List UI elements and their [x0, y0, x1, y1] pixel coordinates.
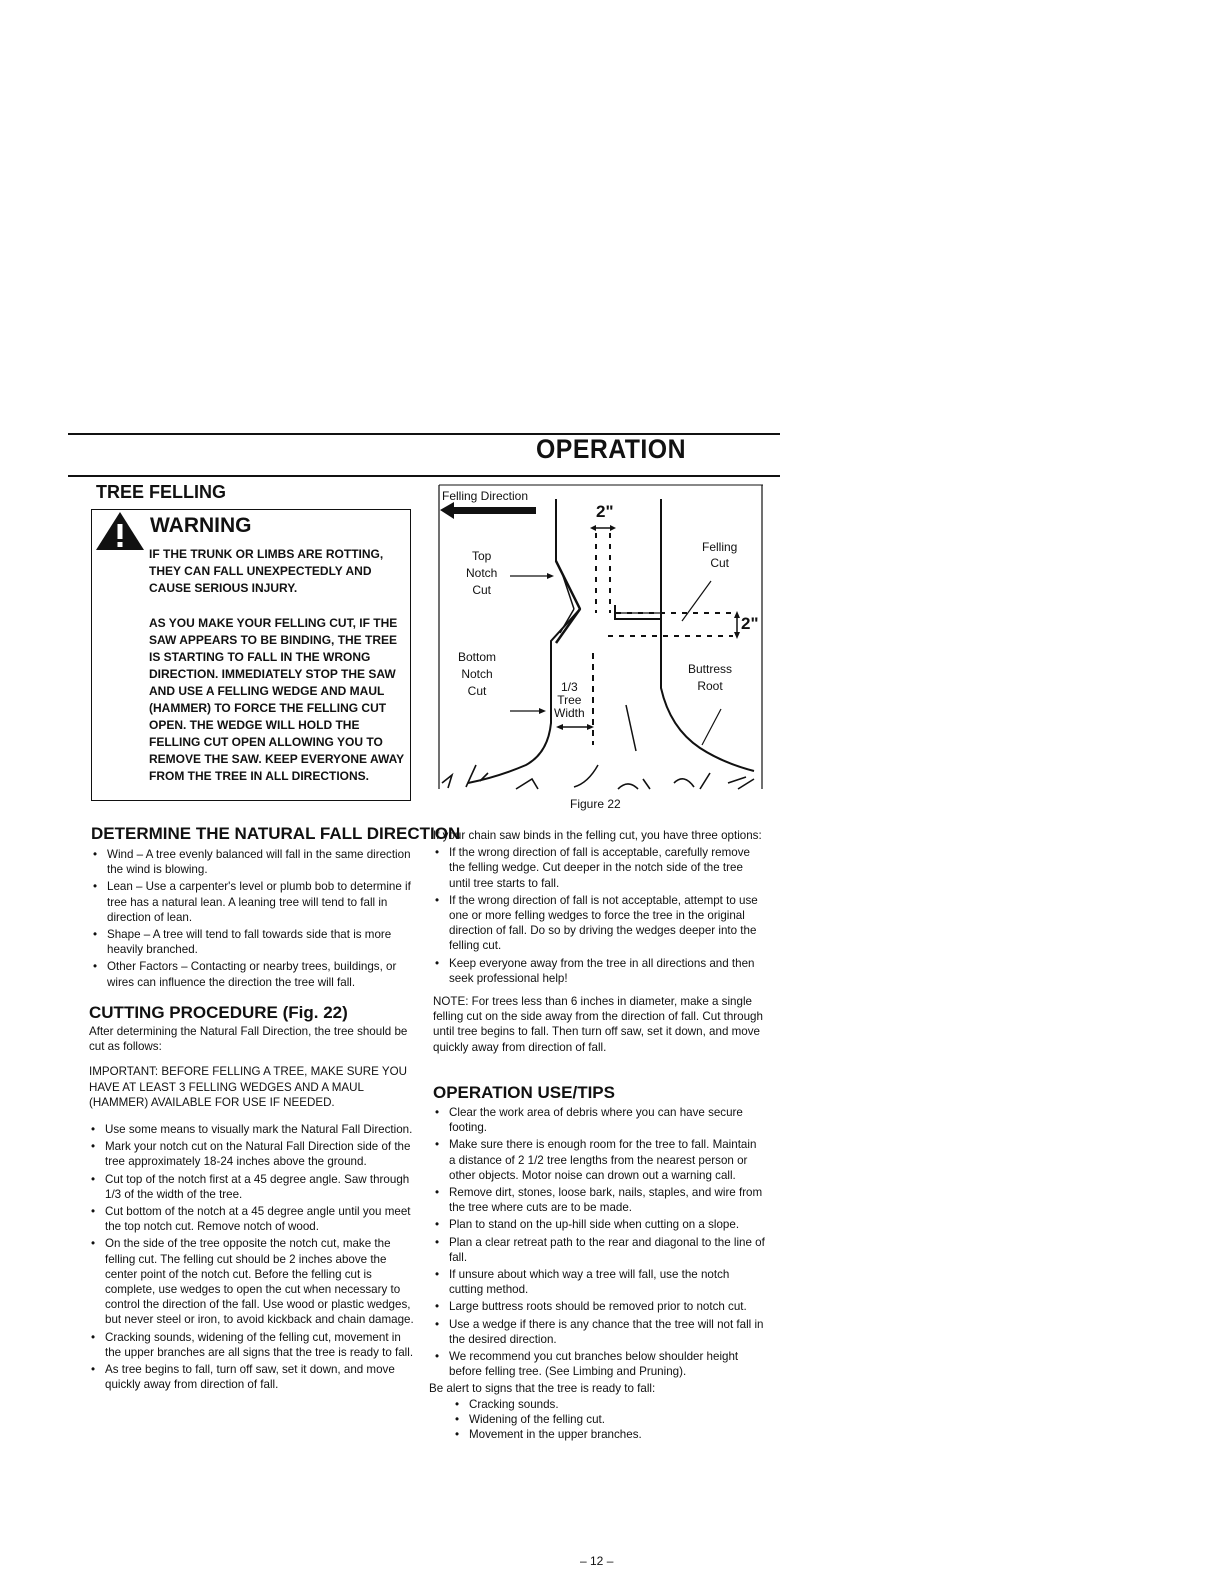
warning-paragraph-1: IF THE TRUNK OR LIMBS ARE ROTTING, THEY CAN FALL UNEXPECTEDLY AND CAUSE SERIOUS INJURY. [149, 547, 384, 595]
list-item: • Shape – A tree will tend to fall towards side that is more heavily branched. [91, 927, 417, 957]
figure-label-dim-top: 2" [596, 502, 614, 521]
list-item: • Cracking sounds. [453, 1397, 765, 1412]
figure-label-top-notch: Top Notch Cut [466, 549, 498, 597]
important-note: IMPORTANT: BEFORE FELLING A TREE, MAKE SURE YOU HAVE AT LEAST 3 FELLING WEDGES AND A MAUL (HAMMER) AVAILABLE FOR USE IF NEEDED. [89, 1065, 408, 1109]
list-item: • Lean – Use a carpenter's level or plumb bob to determine if tree has a natural lean. A leaning tree will tend to fall in direction of lean. [91, 879, 417, 925]
list-item: • Remove dirt, stones, loose bark, nails, staples, and wire from the tree where cuts are to be made. [433, 1185, 765, 1215]
grass-strokes [442, 765, 754, 789]
figure-22-diagram [438, 483, 764, 791]
warning-text-1 [149, 546, 405, 597]
list-item: • Cut top of the notch first at a 45 degree angle. Saw through 1/3 of the width of the tree. [89, 1172, 417, 1202]
list-item: • As tree begins to fall, turn off saw, set it down, and move quickly away from direction of fall. [89, 1362, 417, 1392]
top-notch-line [556, 561, 580, 609]
figure-label-bottom-notch: Bottom Notch Cut [458, 650, 497, 698]
cutting-procedure-section [89, 1024, 417, 1394]
warning-title: WARNING [150, 514, 252, 537]
page-number: – 12 – [580, 1554, 614, 1568]
list-item: • Use a wedge if there is any chance that the tree will not fall in the desired direction. [433, 1317, 765, 1347]
list-item: • Keep everyone away from the tree in all directions and then seek professional help! [433, 956, 765, 986]
list-item: • If the wrong direction of fall is not acceptable, attempt to use one or more felling wedges to force the tree in the original direction of fall. Do so by driving the wedges deeper into the felling cut. [433, 893, 765, 954]
list-item: • If unsure about which way a tree will fall, use the notch cutting method. [433, 1267, 765, 1297]
tree-diagram-svg [438, 483, 764, 791]
list-item: • Other Factors – Contacting or nearby trees, buildings, or wires can influence the direction the tree will fall. [91, 959, 417, 989]
list-item: • We recommend you cut branches below shoulder height before felling tree. (See Limbing and Pruning). [433, 1349, 765, 1379]
figure-label-width: 1/3 Tree Width [554, 680, 585, 720]
felling-direction-arrow [440, 502, 536, 519]
list-item: • Movement in the upper branches. [453, 1427, 765, 1442]
natural-fall-heading: DETERMINE THE NATURAL FALL DIRECTION [91, 824, 461, 843]
alert-intro: Be alert to signs that the tree is ready to fall: [429, 1382, 656, 1396]
warning-text-2 [149, 615, 405, 785]
bottom-notch-line [556, 609, 580, 643]
figure-caption: Figure 22 [570, 797, 621, 811]
list-item: • Plan a clear retreat path to the rear and diagonal to the line of fall. [433, 1235, 765, 1265]
page-title: OPERATION [536, 434, 686, 464]
binding-intro: If your chain saw binds in the felling cut, you have three options: [433, 829, 762, 842]
list-item: • Cut bottom of the notch at a 45 degree angle until you meet the top notch cut. Remove notch of wood. [89, 1204, 417, 1234]
figure-label-felling-direction: Felling Direction [442, 489, 529, 503]
tips-list [433, 1105, 765, 1379]
cutting-procedure-list [89, 1122, 417, 1392]
list-item: • Widening of the felling cut. [453, 1412, 765, 1427]
binding-section [433, 828, 765, 1055]
tips-section [429, 1105, 765, 1442]
list-item: • Use some means to visually mark the Natural Fall Direction. [89, 1122, 417, 1137]
list-item: • If the wrong direction of fall is acceptable, carefully remove the felling wedge. Cut deeper in the notch side of the tree until tree starts to fall. [433, 845, 765, 891]
list-item: • Clear the work area of debris where you can have secure footing. [433, 1105, 765, 1135]
list-item: • Plan to stand on the up-hill side when cutting on a slope. [433, 1217, 765, 1232]
cutting-procedure-heading: CUTTING PROCEDURE (Fig. 22) [89, 1003, 348, 1022]
header-bottom-rule [68, 475, 780, 477]
list-item: • Make sure there is enough room for the tree to fall. Maintain a distance of 2 1/2 tree lengths from the nearest person or other objects. Motor noise can drown out a warning call. [433, 1137, 765, 1183]
tree-felling-heading: TREE FELLING [96, 482, 226, 502]
list-item: • Wind – A tree evenly balanced will fall in the same direction the wind is blowing. [91, 847, 417, 877]
list-item: • Large buttress roots should be removed prior to notch cut. [433, 1299, 765, 1314]
natural-fall-list [91, 847, 417, 990]
warning-paragraph-2: AS YOU MAKE YOUR FELLING CUT, IF THE SAW APPEARS TO BE BINDING, THE TREE IS STARTING TO FALL IN THE WRONG DIRECTION. IMMEDIATELY STOP THE SAW AND USE A FELLING WEDGE AND MAUL (HAMMER) TO FORCE THE FELLING CUT OPEN. THE WEDGE WILL HOLD THE FELLING CUT OPEN ALLOWING YOU TO REMOVE THE SAW. KEEP EVERYONE AWAY FROM THE TREE IN ALL DIRECTIONS. [149, 616, 404, 783]
alert-signs-list [433, 1397, 765, 1443]
tips-heading: OPERATION USE/TIPS [433, 1083, 615, 1102]
cutting-procedure-intro: After determining the Natural Fall Direction, the tree should be cut as follows: [89, 1025, 408, 1054]
figure-label-buttress: Buttress Root [688, 662, 733, 693]
warning-icon [94, 510, 146, 552]
list-item: • Cracking sounds, widening of the felling cut, movement in the upper branches are all signs that the tree is ready to fall. [89, 1330, 417, 1360]
trunk-left-outline [468, 499, 580, 783]
binding-options-list [433, 845, 765, 986]
list-item: • Mark your notch cut on the Natural Fall Direction side of the tree approximately 18-24 inches above the ground. [89, 1139, 417, 1169]
figure-label-felling-cut: Felling Cut [702, 540, 738, 570]
natural-fall-section [91, 847, 417, 992]
diameter-note: NOTE: For trees less than 6 inches in diameter, make a single felling cut on the side away from the direction of fall. Cut through until tree begins to fall. Then turn off saw, set it down, and move quickly away from direction of fall. [433, 995, 763, 1054]
figure-label-dim-side: 2" [741, 614, 759, 633]
list-item: • On the side of the tree opposite the notch cut, make the felling cut. The felling cut should be 2 inches above the center point of the notch cut. Before the felling cut is complete, use wedges to open the cut when necessary to control the direction of the fall. Use wood or plastic wedges, but never steel or iron, to avoid kickback and chain damage. [89, 1236, 417, 1327]
